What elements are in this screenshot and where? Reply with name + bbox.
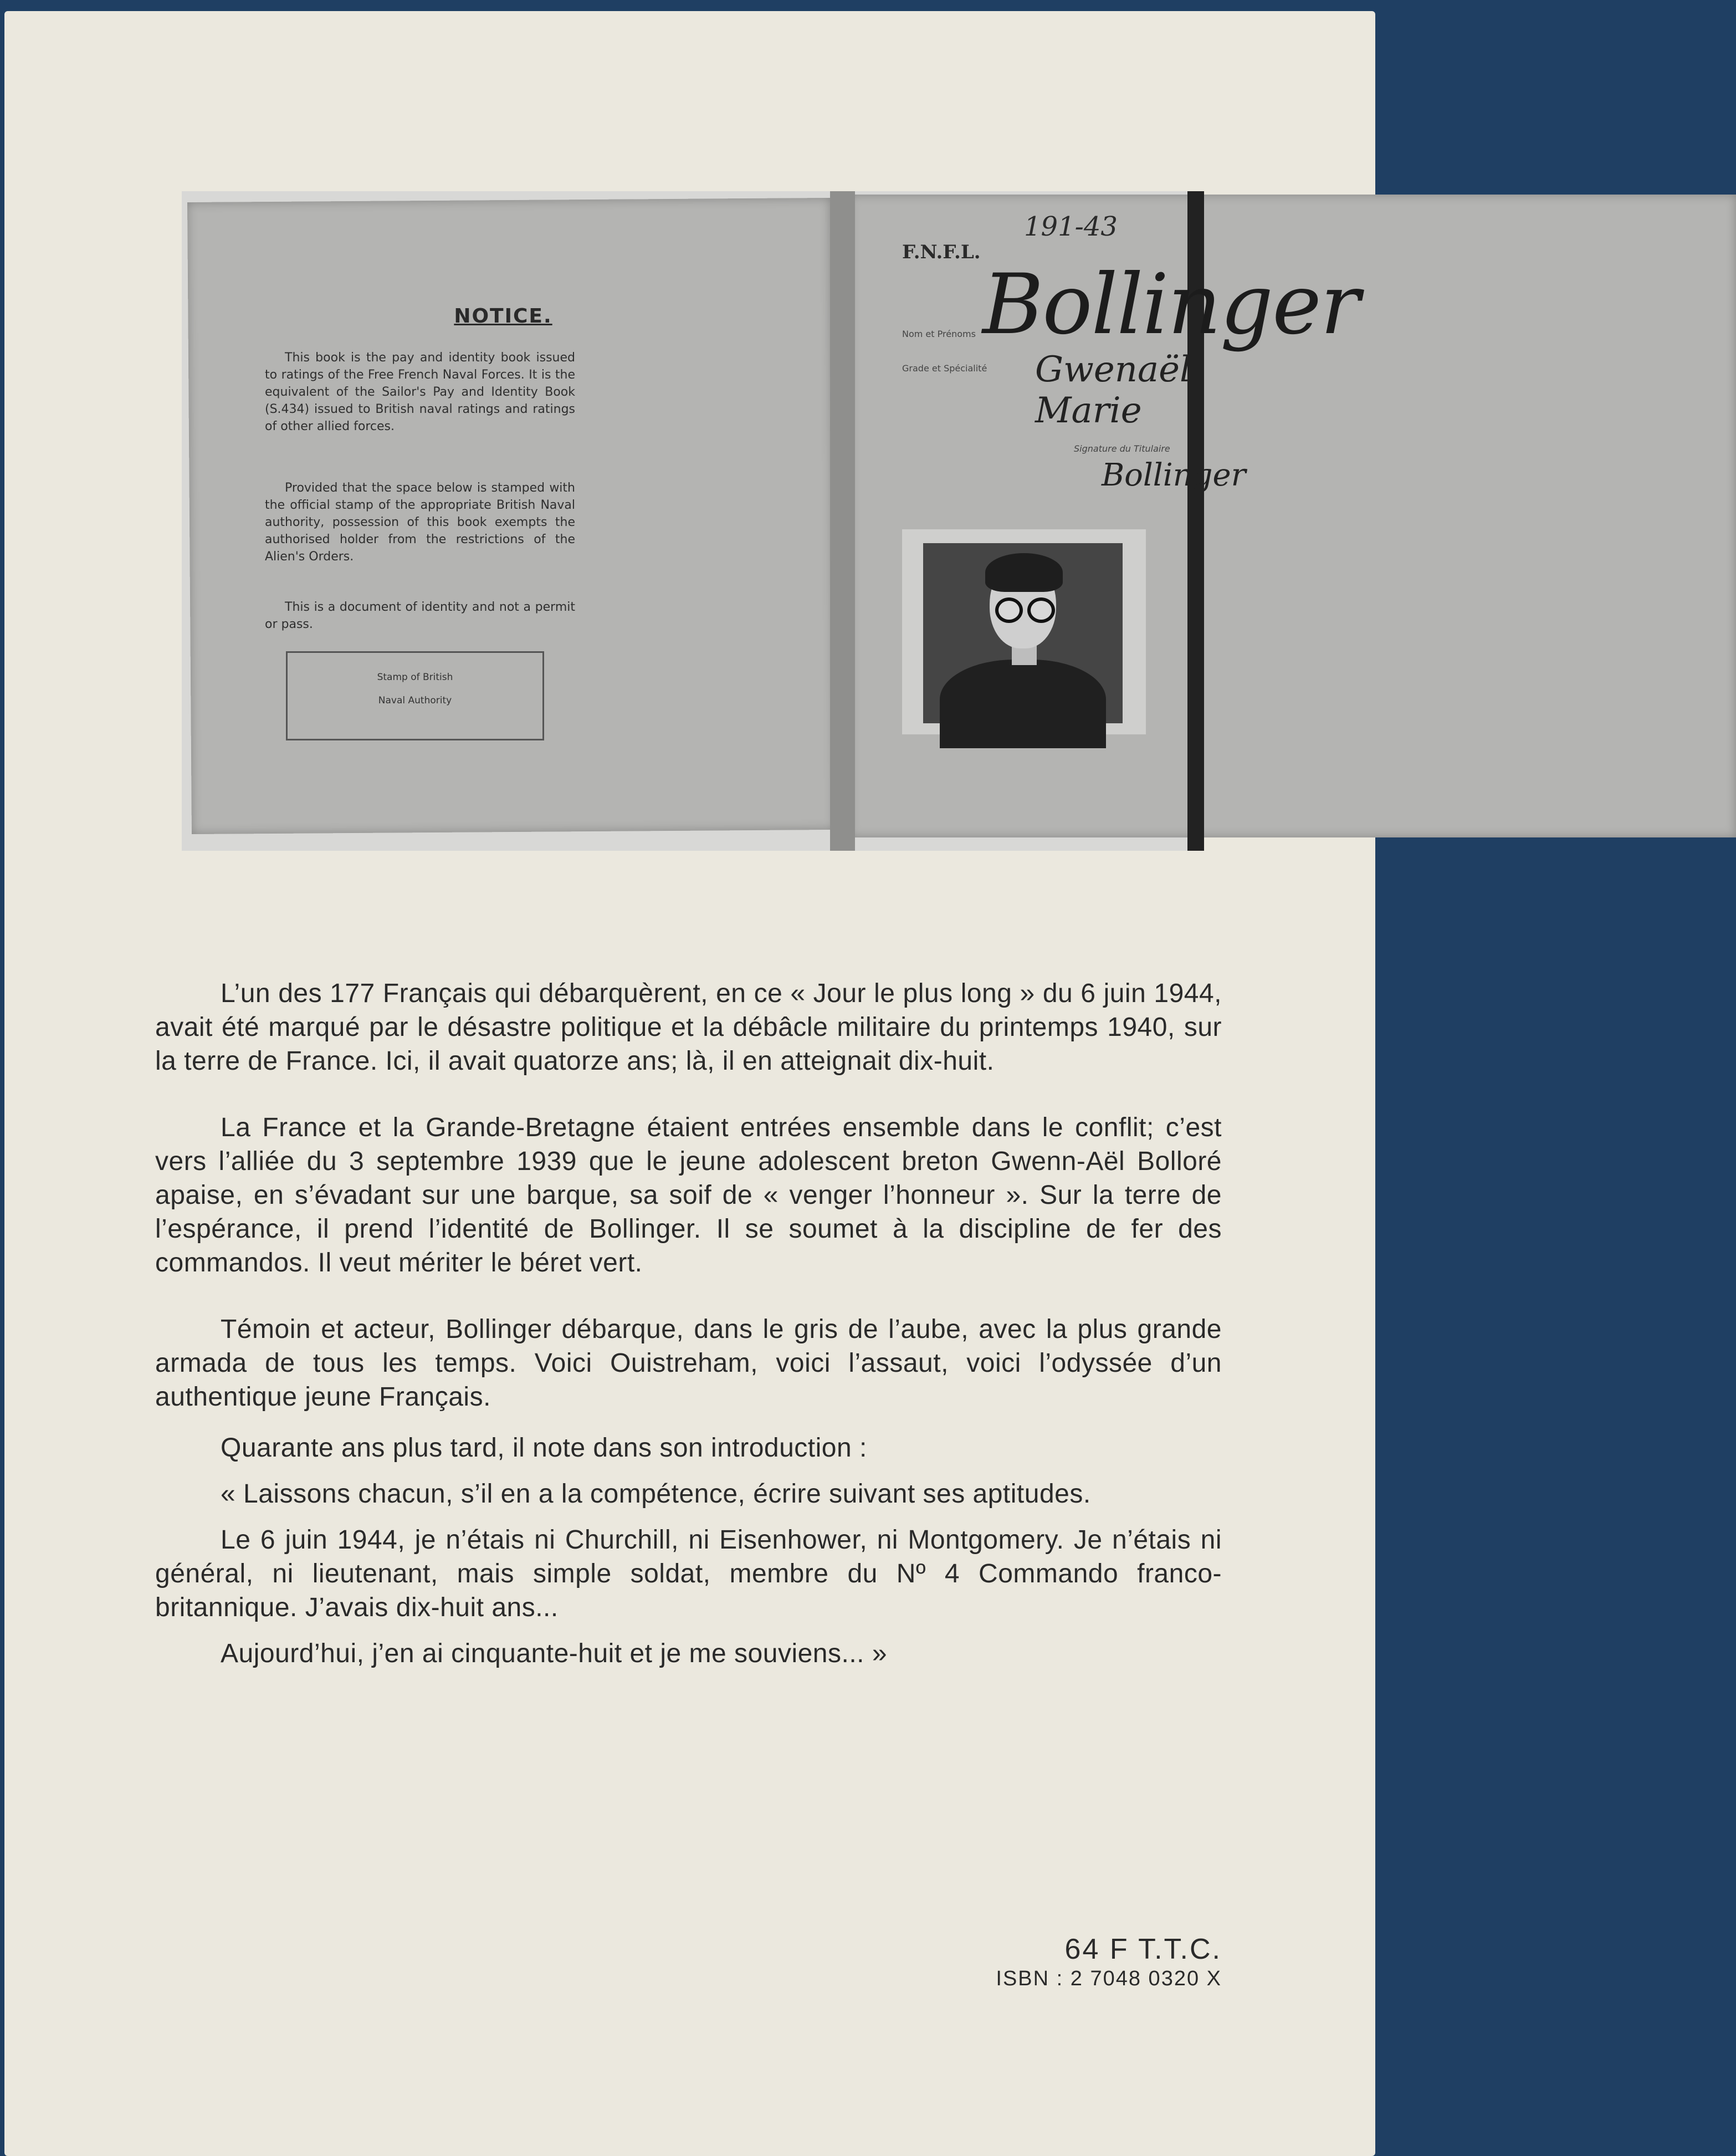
- name-label: Nom et Prénoms: [902, 329, 976, 339]
- portrait-hair: [985, 553, 1063, 592]
- blurb-paragraph: La France et la Grande-Bretagne étaient entrées ensemble dans le conflit; c’est vers l’alliée du 3 septembre 1939 que le jeune adolescent breton Gwenn-Aël Bolloré apaise, en s’évadant sur une barque, sa soif de « venger l’honneur ». Sur la terre de l’espérance, il prend l’identité de Bollinger. Il se soumet à la discipline de fer des commandos. Il veut mériter le béret vert.: [155, 1113, 1222, 1278]
- price-text: 64 F T.T.C.: [1064, 1933, 1222, 1965]
- stamp-box: [286, 651, 544, 740]
- fnfl-heading: F.N.F.L.: [902, 241, 981, 263]
- handwritten-surname: Bollinger: [982, 257, 1359, 353]
- book-back-cover: [4, 11, 1375, 2156]
- portrait-photo: [923, 543, 1123, 723]
- blurb-quote: Aujourd’hui, j’en ai cinquante-huit et je me souviens... »: [221, 1639, 888, 1668]
- blurb-paragraph: Témoin et acteur, Bollinger débarque, dans le gris de l’aube, avec la plus grande armada de tous les temps. Voici Ouistreham, voici l’assaut, voici l’odyssée d’un authentique jeune Français.: [155, 1315, 1222, 1412]
- notice-title: NOTICE.: [454, 305, 552, 328]
- handwritten-signature: Bollinger: [1102, 457, 1246, 493]
- notice-paragraph: This is a document of identity and not a permit or pass.: [265, 600, 575, 631]
- signature-label: Signature du Titulaire: [1074, 443, 1170, 454]
- grade-label: Grade et Spécialité: [902, 363, 987, 374]
- stamp-label: Stamp of British: [377, 672, 453, 683]
- stamp-label: Naval Authority: [378, 695, 452, 706]
- isbn-text: ISBN : 2 7048 0320 X: [996, 1967, 1222, 1990]
- price-block: [996, 1933, 1222, 1991]
- blurb-paragraph: Quarante ans plus tard, il note dans son introduction :: [221, 1433, 867, 1463]
- handwritten-first-names: Gwenaël Marie: [1035, 349, 1191, 431]
- portrait-body: [940, 660, 1106, 748]
- back-cover-blurb: [155, 977, 1222, 1670]
- notice-paragraph: Provided that the space below is stamped with the official stamp of the appropriate British Naval authority, possession of this book exempts the authorised holder from the restrictions of the Alien's Orders.: [265, 481, 575, 564]
- blurb-quote: « Laissons chacun, s’il en a la compétence, écrire suivant ses aptitudes.: [221, 1479, 1091, 1509]
- glasses-icon: [1027, 597, 1055, 623]
- glasses-icon: [995, 597, 1023, 623]
- identity-book-photo: [182, 191, 1359, 851]
- notice-paragraph: This book is the pay and identity book issued to ratings of the Free French Naval Forces. It is the equivalent of the Sailor's Pay and Identity Book (S.434) issued to British naval ratings and ratings of other allied forces.: [265, 351, 575, 433]
- blurb-quote: Le 6 juin 1944, je n’étais ni Churchill, ni Eisenhower, ni Montgomery. Je n’étais ni général, ni lieutenant, mais simple soldat, membre du Nº 4 Commando franco-britannique. J’avais dix-huit ans...: [155, 1525, 1222, 1622]
- blurb-paragraph: L’un des 177 Français qui débarquèrent, en ce « Jour le plus long » du 6 juin 1944, avait été marqué par le désastre politique et la débâcle militaire du printemps 1940, sur la terre de France. Ici, il avait quatorze ans; là, il en atteignait dix-huit.: [155, 979, 1222, 1076]
- id-book-spine: [830, 191, 855, 851]
- serial-number: 191-43: [1024, 211, 1118, 242]
